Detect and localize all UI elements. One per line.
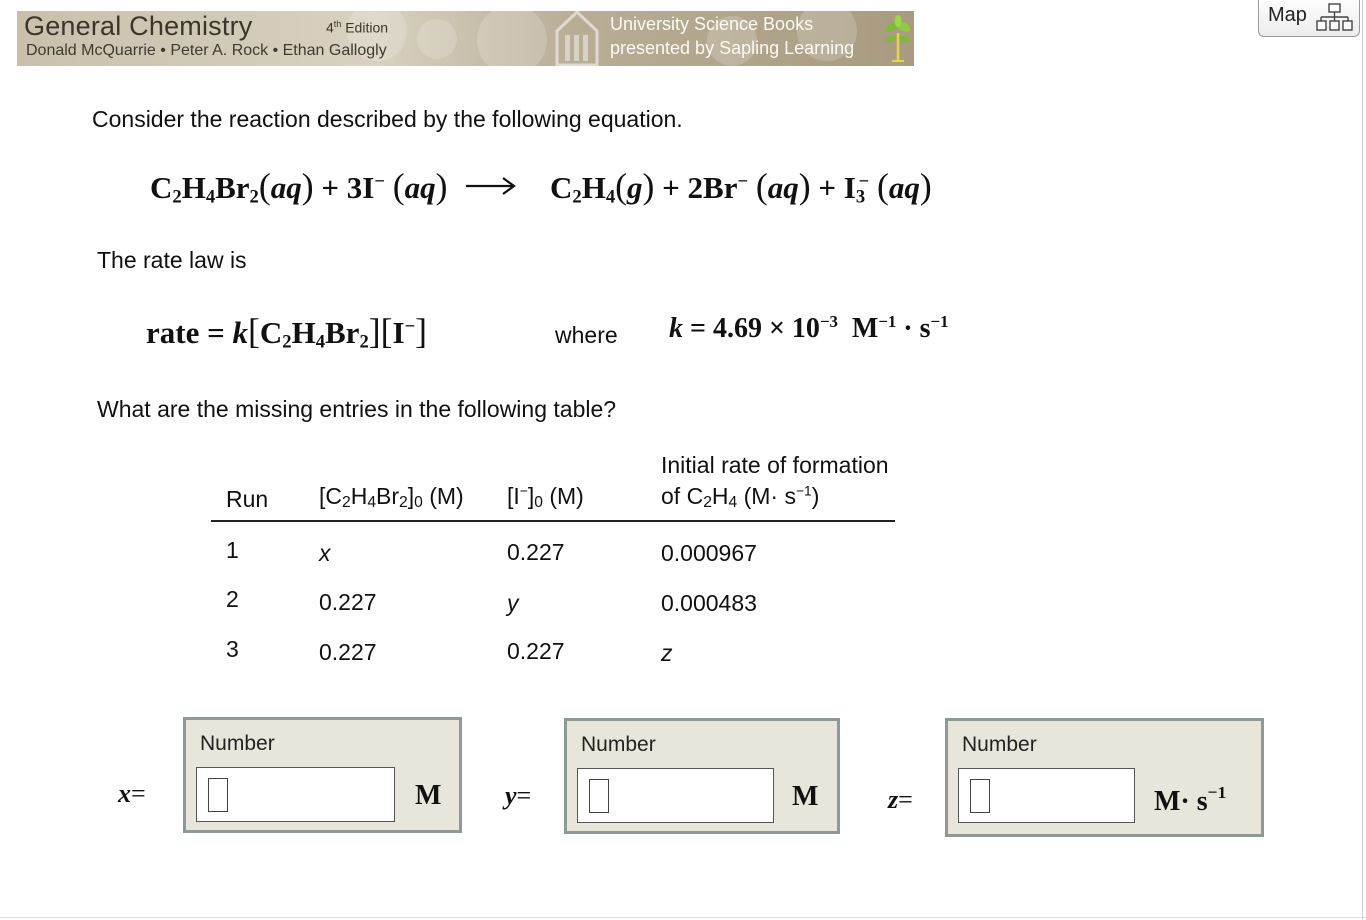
site-map-icon bbox=[1316, 2, 1354, 32]
answer-z-label: z= bbox=[888, 785, 913, 814]
reaction-equation: $C_2H_4Br_2(aq) + 3I^-$ (aq) bbox=[150, 166, 448, 208]
answer-x-title: Number bbox=[200, 732, 275, 755]
textbook-banner bbox=[17, 11, 914, 66]
where-label: where bbox=[555, 322, 618, 348]
answer-z-title: Number bbox=[962, 733, 1037, 756]
footer-divider bbox=[0, 917, 1366, 918]
book-title: General Chemistry bbox=[24, 11, 253, 41]
answer-y-title: Number bbox=[581, 733, 656, 756]
answer-z-unit: $M\cdot s^{-1}$ bbox=[1154, 783, 1227, 818]
answer-x-caret bbox=[208, 778, 228, 812]
header-rate-line1: Initial rate of formation bbox=[661, 452, 889, 478]
header-rate-line2: of $C_2H_4$ $(M\cdot s^{-1})$ bbox=[661, 483, 820, 512]
cell-c2h4br2: 0.227 bbox=[319, 589, 377, 615]
reaction-arrow-icon bbox=[465, 176, 517, 196]
answer-z-box bbox=[945, 718, 1264, 837]
book-edition: 4th Edition bbox=[326, 19, 389, 36]
rate-constant: $k = 4.69 \times 10^{-3}$ $M^{-1} \cdot s^{-1}$ bbox=[669, 312, 949, 345]
header-run: Run bbox=[226, 486, 269, 512]
cell-iodide: 0.227 bbox=[507, 539, 565, 565]
answer-y-unit: M bbox=[792, 781, 819, 812]
cell-run: 3 bbox=[226, 636, 239, 662]
answer-z-caret bbox=[970, 779, 990, 813]
book-authors: Donald McQuarrie • Peter A. Rock • Ethan Gallogly bbox=[26, 42, 387, 59]
reaction-products: $C_2H_4(g) + 2Br^-$ $(aq) + I_3^-$ (aq) bbox=[550, 166, 932, 208]
answer-x-unit: M bbox=[415, 780, 442, 811]
cell-c2h4br2: 0.227 bbox=[319, 639, 377, 665]
answer-y-label: y= bbox=[505, 781, 532, 810]
header-iodide: $[I^-]_0$ (M) bbox=[507, 483, 584, 512]
cell-rate: 0.000483 bbox=[661, 590, 757, 616]
table-question: What are the missing entries in the following table? bbox=[97, 396, 617, 422]
window-edge bbox=[1362, 0, 1363, 920]
answer-y-box bbox=[564, 718, 840, 834]
cell-c2h4br2: x bbox=[319, 540, 331, 566]
publisher-logo-icon bbox=[555, 11, 599, 66]
sapling-sprout-icon bbox=[883, 15, 913, 63]
rate-law-intro: The rate law is bbox=[97, 247, 247, 273]
answer-x-box bbox=[183, 717, 462, 833]
answer-x-label: x= bbox=[118, 779, 146, 808]
cell-iodide: y bbox=[507, 590, 519, 616]
table-header-rule bbox=[211, 520, 895, 522]
cell-iodide: 0.227 bbox=[507, 638, 565, 664]
answer-y-caret bbox=[589, 779, 609, 813]
map-button[interactable] bbox=[1258, 0, 1360, 37]
cell-run: 2 bbox=[226, 586, 239, 612]
cell-rate: 0.000967 bbox=[661, 540, 757, 566]
question-intro: Consider the reaction described by the following equation. bbox=[92, 106, 683, 132]
rate-law-equation: rate = $k[C_2H_4Br_2][I^-]$ bbox=[146, 311, 428, 353]
header-c2h4br2: $[C_2H_4Br_2]_0$ (M) bbox=[319, 483, 464, 512]
map-button-label: Map bbox=[1268, 4, 1307, 26]
publisher-name: University Science Books bbox=[610, 14, 814, 34]
publisher-tagline: presented by Sapling Learning bbox=[610, 38, 855, 58]
cell-rate: z bbox=[661, 640, 673, 666]
cell-run: 1 bbox=[226, 537, 239, 563]
